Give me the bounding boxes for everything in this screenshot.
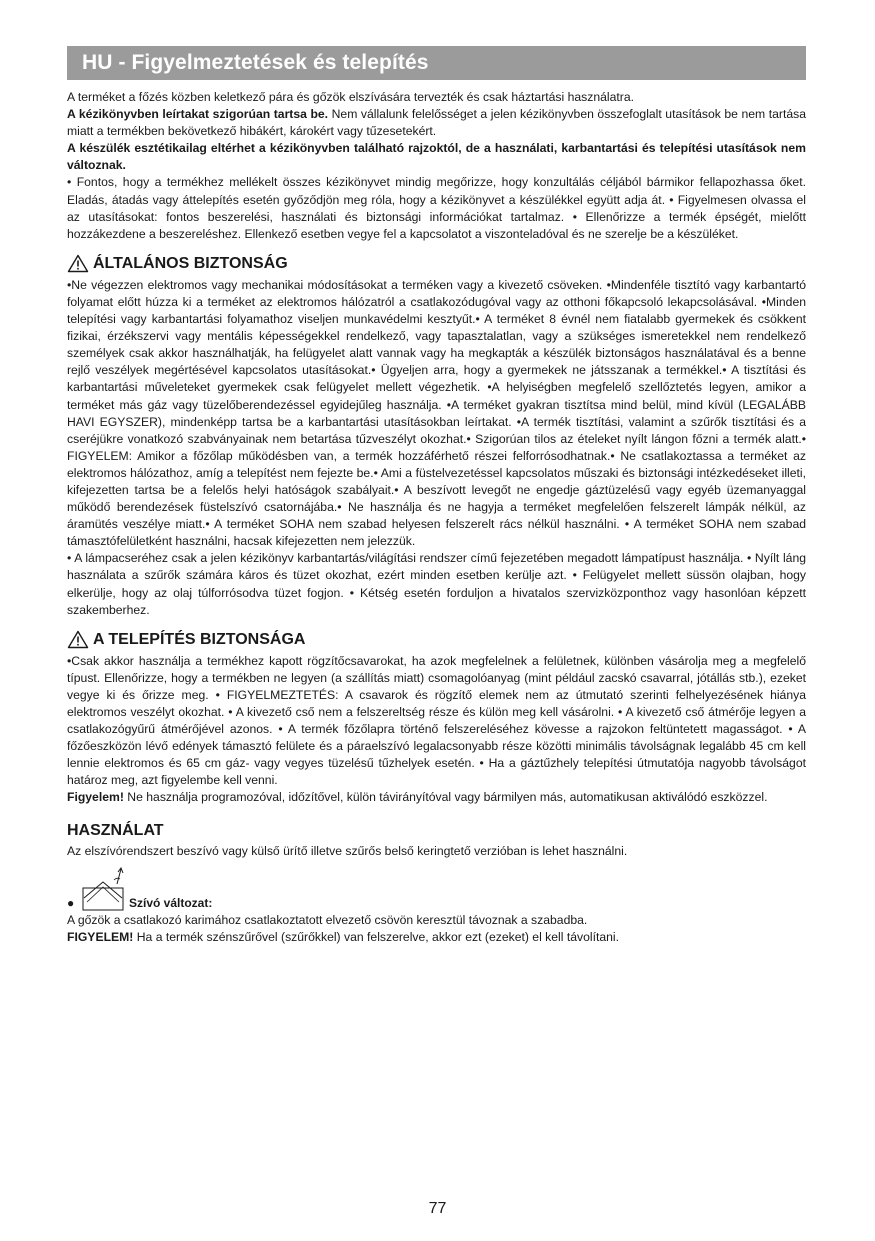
bullet: ● xyxy=(67,895,75,910)
usage-paragraph-2: A gőzök a csatlakozó karimához csatlakoztatott elvezető csövön keresztül távoznak a szabadba. xyxy=(67,912,588,927)
intro-paragraph-1: A terméket a főzés közben keletkező pára és gőzök elszívására tervezték és csak háztartási használatra. xyxy=(67,90,635,104)
intro-section xyxy=(67,89,806,243)
usage-heading: HASZNÁLAT xyxy=(67,821,164,839)
intro-paragraph-2-rest: Nem vállalunk felelősséget a jelen kézikönyvben összefoglalt utasítások be nem tartása miatt a termékben bekövetkező hibákért, károkért vagy tűzesetekért. xyxy=(67,107,806,139)
intro-paragraph-4: • Fontos, hogy a termékhez mellékelt összes kézikönyvet mindig megőrizze, hogy konzultálás céljából bármikor fellapozhassa őket. Eladás, átadás vagy áttelepítés esetén győződjön meg róla, hogy a kézikönyvet a készülékkel együtt adja át. • Figyelmesen olvassa el az utasításokat: fontos beszerelési, használati és biztonsági információkat tartalmaz. • Ellenőrizze a termék épségét, mielőtt hozzákezdene a beszereléshez. Ellenkező esetben vegye fel a kapcsolatot a viszonteladóval és ne szerelje be a készüléket. xyxy=(67,175,806,241)
install-safety-title: A TELEPÍTÉS BIZTONSÁGA xyxy=(93,630,306,648)
general-safety-paragraph-2: • A lámpacseréhez csak a jelen kézikönyv karbantartás/világítási rendszer című fejezetében megadott lámpatípust használja. • Nyílt láng használata a szűrők számára káros és tüzet okozhat, ezért minden esetben kerülje azt. • Felügyelet mellett süssön olajban, hogy elkerülje, hogy az olaj túlforrósodva tüzet fogjon. • Kétség esetén forduljon a hivatalos szervizközponthoz vagy hasonlóan képzett szakemberhez. xyxy=(67,551,806,617)
page-number: 77 xyxy=(428,1200,447,1217)
general-safety-heading xyxy=(67,254,806,274)
header-bar xyxy=(67,46,806,80)
usage-paragraph-3 xyxy=(67,929,806,946)
variant-label: Szívó változat: xyxy=(129,895,213,910)
install-safety-paragraph-1: •Csak akkor használja a termékhez kapott rögzítőcsavarokat, ha azok megfelelnek a felületnek, különben vásárolja meg a megfelelő típust. Ellenőrizze, hogy a termékben ne legyen (a szállítás miatt) csomagolóanyag (mint például zacskó csavarral, jótállás stb.), ezeket vegye ki és őrizze meg. • FIGYELMEZTETÉS: A csavarok és rögzítő elemek nem az útmutató szerinti felhelyezésének hiánya elektromos veszélyt okozhat. • A kivezető cső nem a felszereltség része és külön meg kell vásárolni. • A kivezető cső átmérője legyen a csatlakozógyűrű átmérőjével azonos. • A termék főzőlapra történő felszereléséhez kövesse a rajzokon feltüntetett magasságot. • A főzőeszközön lévő edények támasztó felülete és a páraelszívó legalacsonyabb része közötti minimális távolságnak legalább 45 cm kell lennie elektromos és 65 cm gáz- vagy vegyes tüzelésű tűzhelyek esetén. • Ha a gáztűzhely telepítési útmutatója nagyobb távolságot határoz meg, azt figyelembe kell venni. xyxy=(67,653,806,788)
warning-triangle-icon xyxy=(67,630,89,649)
install-safety-paragraph-2 xyxy=(67,789,806,806)
extraction-variant-row xyxy=(67,864,806,912)
usage-paragraph-1: Az elszívórendszert beszívó vagy külső ürítő illetve szűrős belső keringtető verzióban is lehet használni. xyxy=(67,843,628,858)
page-title: HU - Figyelmeztetések és telepítés xyxy=(82,51,429,74)
usage-paragraph-3-rest: Ha a termék szénszűrővel (szűrőkkel) van felszerelve, akkor ezt (ezeket) el kell távolítani. xyxy=(133,929,620,944)
intro-paragraph-2-bold: A kézikönyvben leírtakat szigorúan tartsa be. xyxy=(67,107,329,122)
document-page xyxy=(67,46,806,946)
intro-paragraph-3: A készülék esztétikailag eltérhet a kézikönyvben található rajzoktól, de a használati, karbantartási és telepítési utasítások nem változnak. xyxy=(67,141,806,173)
warning-triangle-icon xyxy=(67,254,89,273)
install-safety-heading xyxy=(67,630,806,650)
general-safety-paragraph-1: •Ne végezzen elektromos vagy mechanikai módosításokat a terméken vagy a kivezető csöveken. •Mindenféle tisztító vagy karbantartó folyamat előtt húzza ki a terméket az elektromos hálózatról a csatlakozódugóval vagy az otthoni főkapcsoló lekapcsolásával. •Minden telepítési vagy karbantartási folyamathoz viseljen munkavédelmi kesztyűt.• A terméket 8 évnél nem fiatalabb gyermekek és csökkent fizikai, érzékszervi vagy mentális képességekkel rendelkező, vagy tapasztalatlan, vagy a szükséges ismeretekkel nem rendelkező személyek csak akkor használhatják, ha felügyelet alatt vannak vagy ha megkapták a készülék biztonságos használatával és a benne rejlő veszélyek megértésével kapcsolatos utasításokat.• Ügyeljen arra, hogy a gyermekek ne játsszanak a termékkel.• A tisztítási és karbantartási műveleteket gyermekek csak felügyelet mellett végezhetik. •A helyiségben megfelelő szellőztetés legyen, amikor a terméket más gáz vagy tüzelőberendezéssel egyidejűleg használja. •A terméket gyakran tisztítsa mind belül, mind kívül (LEGALÁBB HAVI EGYSZER), mindenképp tartsa be a karbantartási utasításokban leírtakat. •A termék tisztítási, valamint a szűrők tisztítási és a cseréjükre vonatkozó szabványainak nem betartása tűzveszélyt okozhat.• Szigorúan tilos az ételeket nyílt lángon főzni a termék alatt.• FIGYELEM: Amikor a főzőlap működésben van, a termék hozzáférhető részei felforrósodhatnak.• Ne csatlakoztassa a terméket az elektromos hálózathoz, amíg a telepítést nem fejezte be.• Ami a füstelvezetéssel kapcsolatos műszaki és biztonsági intézkedéseket illeti, kifejezetten tartsa be a felelős helyi hatóságok szabályait.• A beszívott levegőt ne engedje gáztüzelésű vagy egyéb üzemanyaggal működő berendezések füstelszívó csatornájába.• Ne használja és ne hagyja a terméket megfelelően felszerelt lámpák nélkül, az áramütés veszélye miatt.• A terméket SOHA nem szabad helyesen felszerelt rács nélkül használni. • A terméket SOHA nem szabad támasztófelületként használni, hacsak kifejezetten nem jelezzük. xyxy=(67,277,806,549)
duct-outlet-icon xyxy=(81,866,127,912)
general-safety-title: ÁLTALÁNOS BIZTONSÁG xyxy=(93,254,288,272)
install-safety-paragraph-2-rest: Ne használja programozóval, időzítővel, külön távirányítóval vagy bármilyen más, automatikusan aktiválódó eszközzel. xyxy=(123,790,768,805)
intro-paragraph-2 xyxy=(67,106,806,140)
usage-paragraph-3-bold: FIGYELEM! xyxy=(67,929,134,944)
install-safety-paragraph-2-bold: Figyelem! xyxy=(67,790,124,805)
